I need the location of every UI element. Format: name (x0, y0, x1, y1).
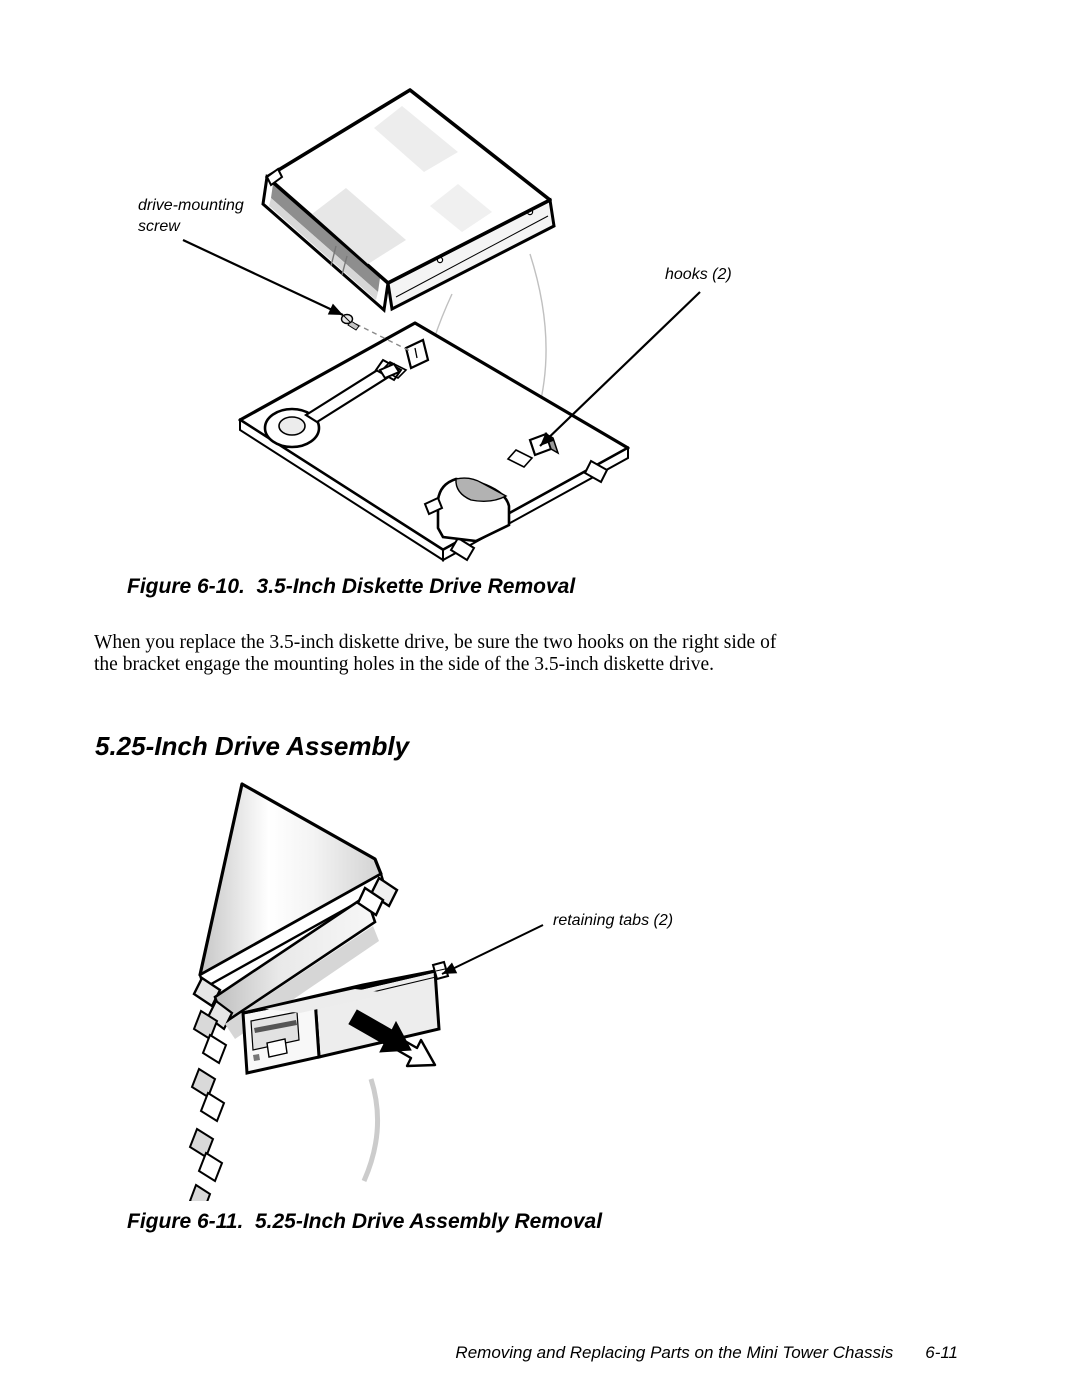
eject-latch (267, 1039, 287, 1057)
section-heading: 5.25-Inch Drive Assembly (95, 731, 410, 761)
leader-arrow-retaining-tabs (442, 925, 543, 974)
label-retaining-tabs: retaining tabs (2) (553, 912, 674, 929)
label-line: drive-mounting (138, 197, 244, 214)
diskette-drive-bracket (240, 323, 628, 560)
figure-6-10-caption: Figure 6-10. 3.5-Inch Diskette Drive Removal (127, 575, 576, 598)
drive-mounting-screw (342, 315, 360, 331)
label-drive-mounting-screw (138, 195, 244, 237)
diskette-drive (263, 90, 554, 310)
chassis-front-tabs (190, 1011, 226, 1201)
figure-6-11-caption: Figure 6-11. 5.25-Inch Drive Assembly Removal (127, 1210, 603, 1233)
footer-chapter-title: Removing and Replacing Parts on the Mini Tower Chassis (455, 1343, 894, 1362)
label-line: screw (138, 218, 180, 235)
leader-arrow-hooks (540, 292, 700, 446)
footer-page-number: 6-11 (925, 1343, 958, 1362)
activity-led (253, 1054, 260, 1061)
figure-6-10-illustration (140, 60, 820, 570)
body-paragraph: When you replace the 3.5-inch diskette drive, be sure the two hooks on the right side of the bracket engage the mounting holes in the side of the 3.5-inch diskette drive. (94, 632, 777, 675)
retaining-tab (433, 962, 448, 979)
label-hooks: hooks (2) (665, 266, 732, 283)
figure-6-11-illustration (185, 781, 785, 1201)
page-footer (455, 1343, 958, 1363)
